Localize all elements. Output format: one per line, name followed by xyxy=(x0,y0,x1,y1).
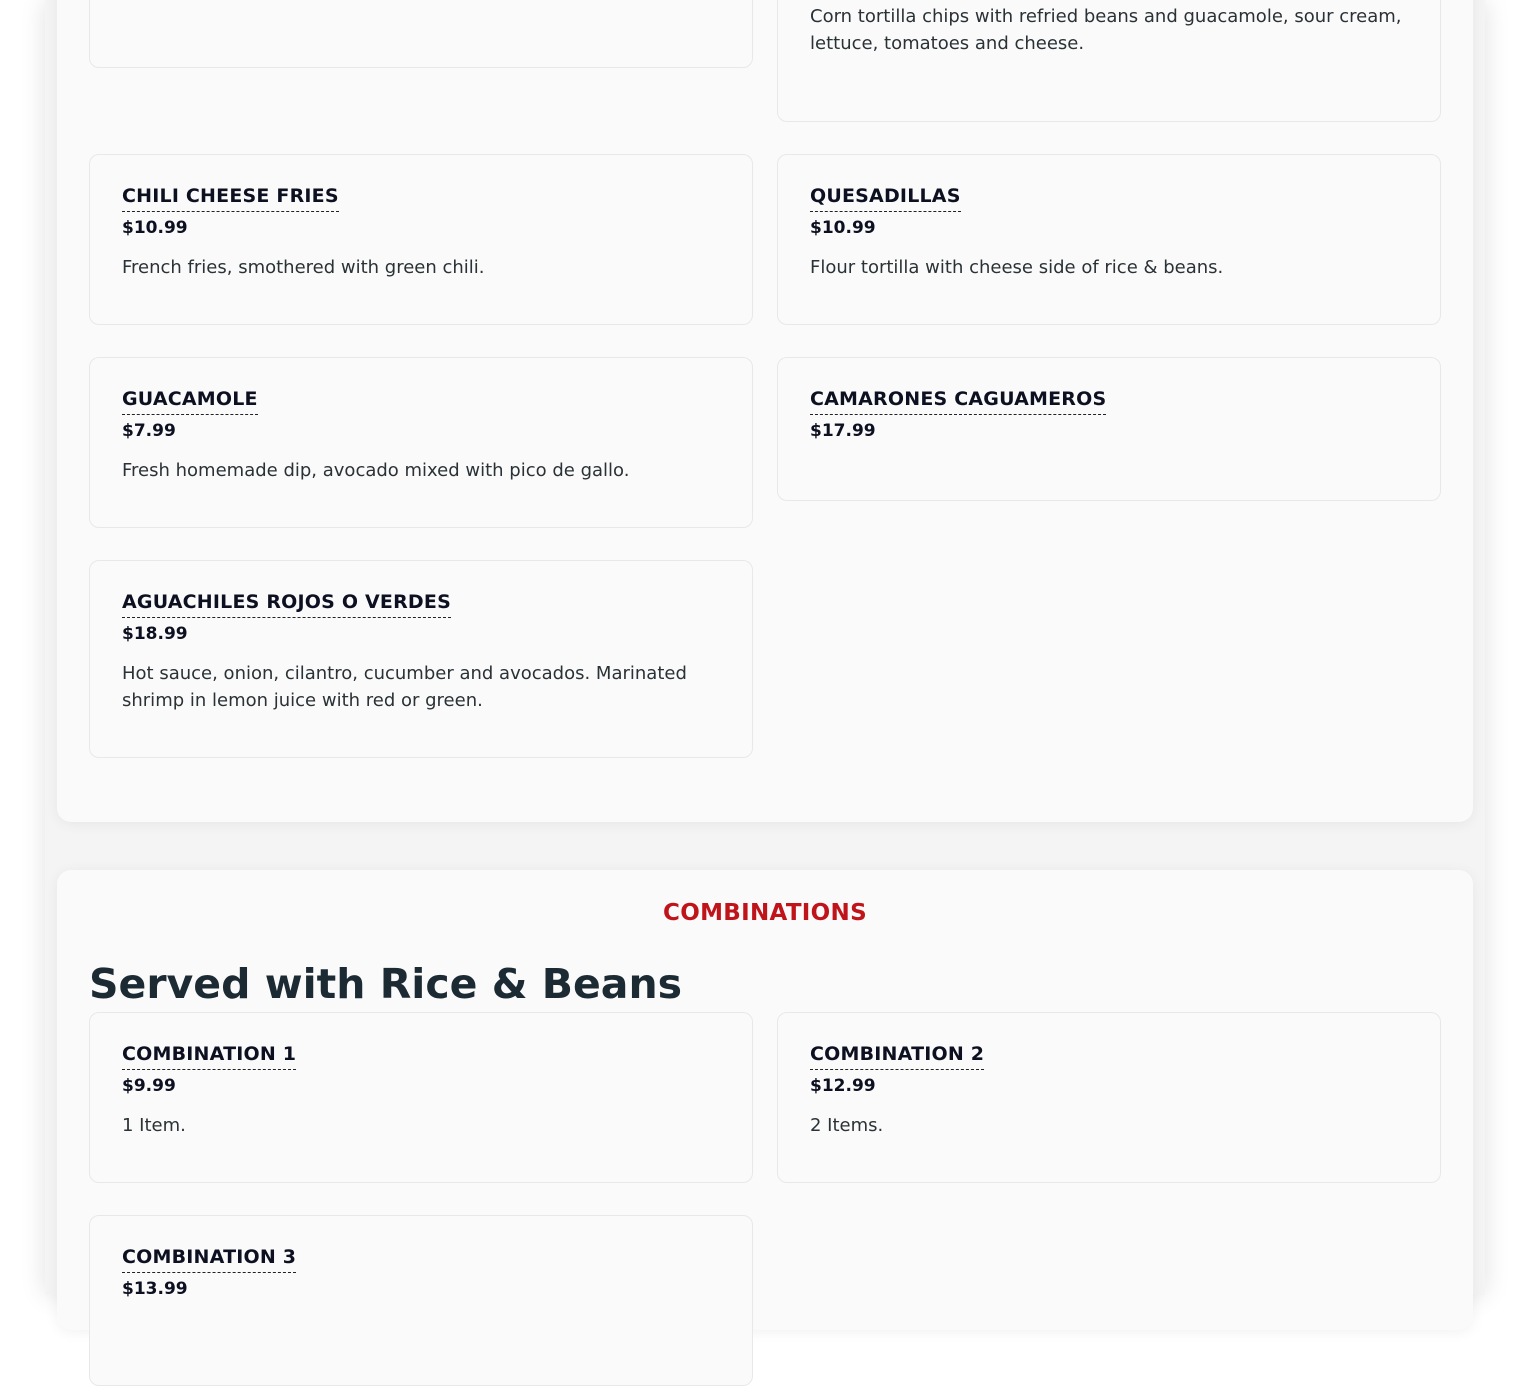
item-description: 2 Items. xyxy=(810,1115,884,1136)
menu-item-card[interactable] xyxy=(777,357,1441,501)
combinations-section xyxy=(57,870,1473,1330)
item-price: $17.99 xyxy=(810,421,876,441)
item-name: AGUACHILES ROJOS O VERDES xyxy=(122,591,451,618)
item-price: $9.99 xyxy=(122,1076,176,1096)
item-name: COMBINATION 2 xyxy=(810,1043,984,1070)
item-description: Fresh homemade dip, avocado mixed with pico de gallo. xyxy=(122,460,630,481)
item-name: COMBINATION 1 xyxy=(122,1043,296,1070)
section-title: Served with Rice & Beans xyxy=(89,960,683,1008)
item-description: Corn tortilla chips with refried beans and guacamole, sour cream, lettuce, tomatoes and cheese. xyxy=(810,6,1402,54)
menu-item-card[interactable] xyxy=(89,0,753,68)
page-shell xyxy=(45,0,1485,1299)
item-name: COMBINATION 3 xyxy=(122,1246,296,1273)
menu-item-card[interactable] xyxy=(89,560,753,758)
menu-item-card[interactable] xyxy=(89,154,753,325)
item-name: GUACAMOLE xyxy=(122,388,258,415)
section-eyebrow: COMBINATIONS xyxy=(663,900,867,926)
menu-item-card[interactable] xyxy=(89,1215,753,1386)
item-price: $10.99 xyxy=(122,218,188,238)
item-price: $13.99 xyxy=(122,1279,188,1299)
item-price: $7.99 xyxy=(122,421,176,441)
item-price: $12.99 xyxy=(810,1076,876,1096)
item-name: CHILI CHEESE FRIES xyxy=(122,185,339,212)
menu-item-card[interactable] xyxy=(89,357,753,528)
item-price: $10.99 xyxy=(810,218,876,238)
item-description: 1 Item. xyxy=(122,1115,186,1136)
menu-item-card[interactable] xyxy=(89,1012,753,1183)
item-description: French fries, smothered with green chili. xyxy=(122,257,485,278)
menu-item-card[interactable] xyxy=(777,154,1441,325)
menu-item-card[interactable] xyxy=(777,0,1441,122)
item-name: QUESADILLAS xyxy=(810,185,961,212)
menu-item-card[interactable] xyxy=(777,1012,1441,1183)
item-name: CAMARONES CAGUAMEROS xyxy=(810,388,1106,415)
item-description: Flour tortilla with cheese side of rice & beans. xyxy=(810,257,1224,278)
item-description: Hot sauce, onion, cilantro, cucumber and avocados. Marinated shrimp in lemon juice with red or green. xyxy=(122,663,687,711)
item-price: $18.99 xyxy=(122,624,188,644)
appetizers-section xyxy=(57,0,1473,822)
